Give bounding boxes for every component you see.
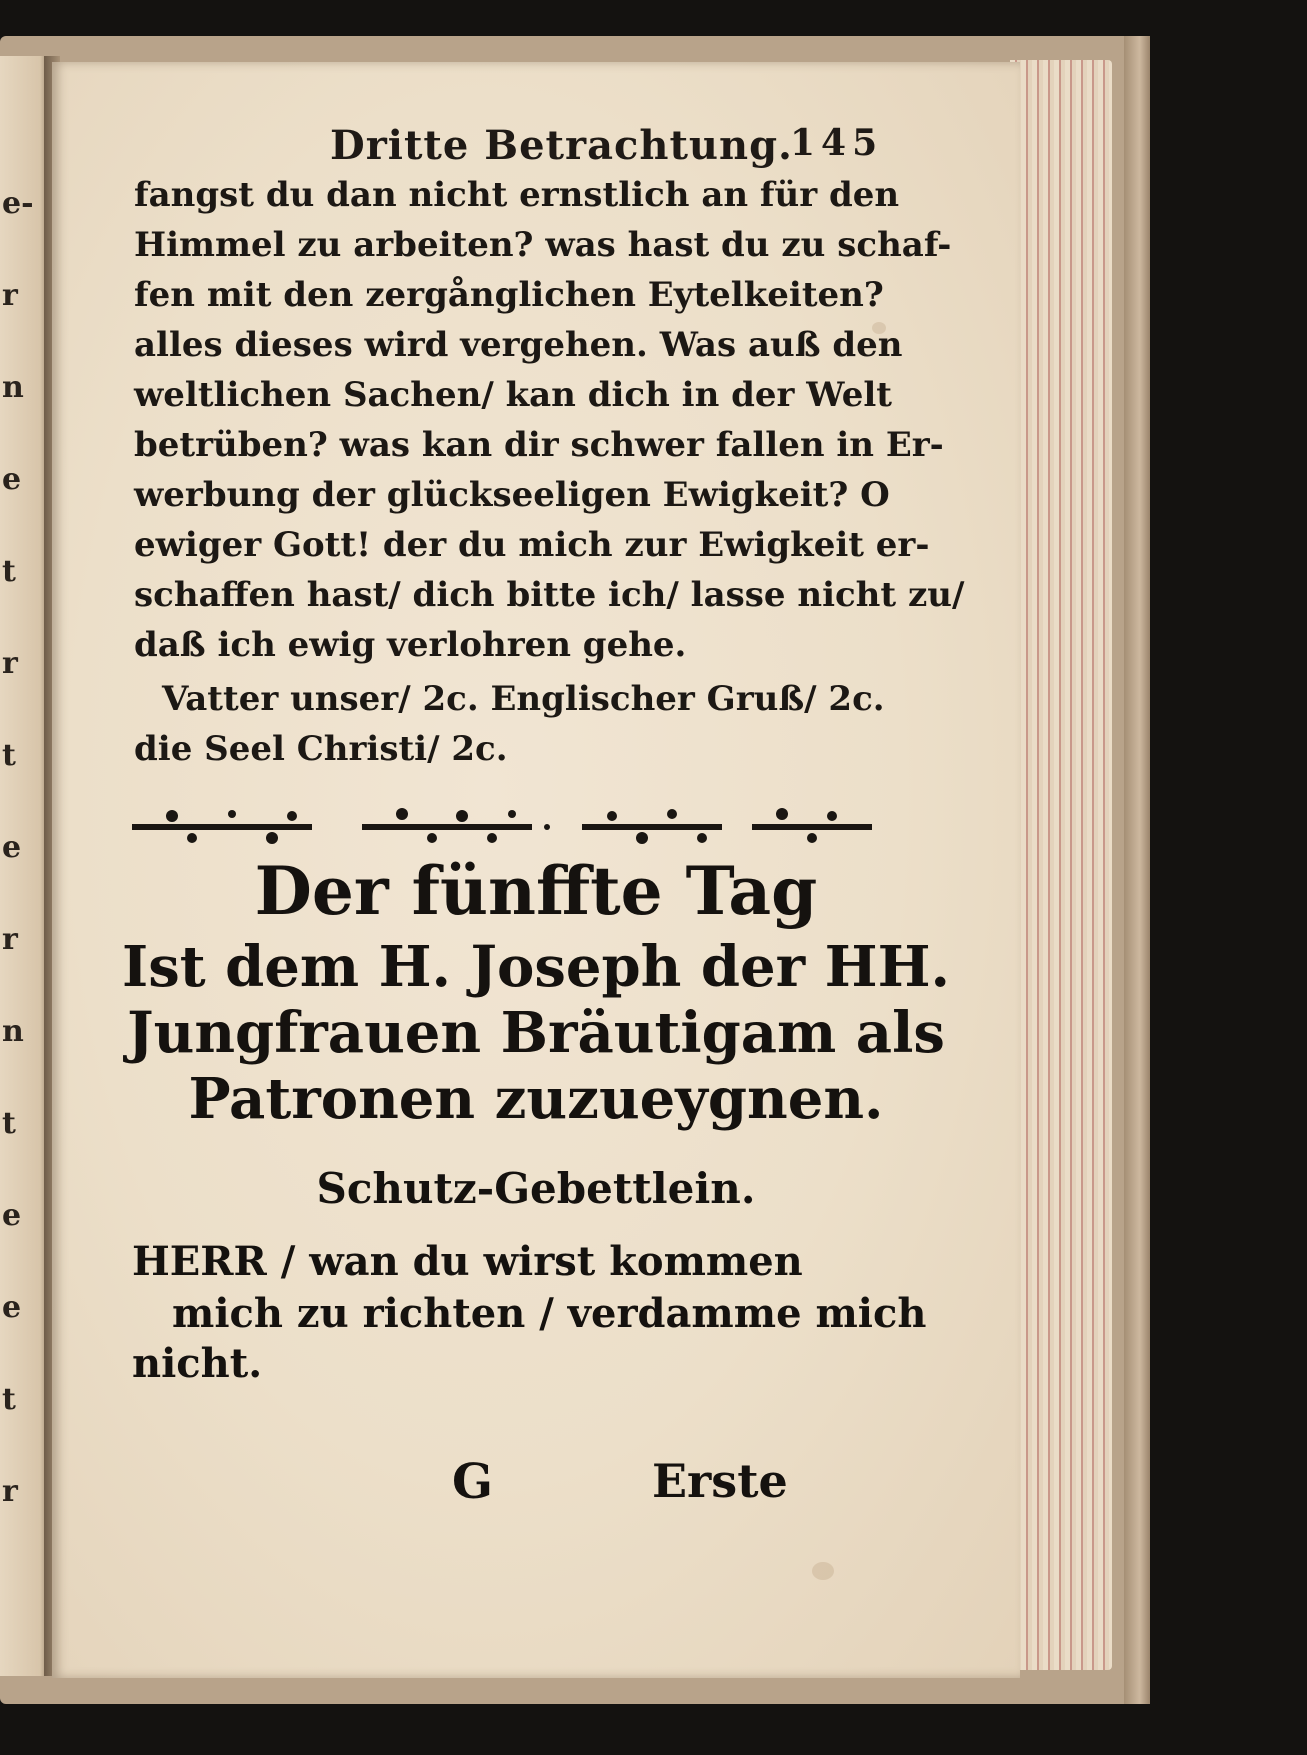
page-stack-edge (1010, 60, 1112, 1670)
body-line: daß ich ewig verlohren gehe. (134, 625, 687, 665)
ornament-divider (132, 802, 872, 852)
right-page (52, 62, 1020, 1678)
heading-line: Patronen zuzueygnen. (188, 1066, 884, 1132)
cover-edge (1124, 36, 1150, 1704)
left-page-fragment: e (2, 1198, 22, 1233)
body-line: fangst du dan nicht ernstlich an für den (134, 175, 900, 215)
heading-line: Jungfrauen Bräutigam als (127, 1000, 945, 1066)
left-page-fragment: t (2, 1382, 16, 1417)
left-page-fragment: t (2, 1106, 16, 1141)
prayer-line: nicht. (132, 1340, 263, 1387)
prayer-line: mich zu richten / verdamme mich (172, 1290, 927, 1337)
left-page-fragment: r (2, 922, 18, 957)
body-line: Himmel zu arbeiten? was hast du zu schaf- (134, 225, 952, 265)
body-line: ewiger Gott! der du mich zur Ewigkeit er- (134, 525, 930, 565)
left-page-edge (0, 56, 50, 1676)
body-line: fen mit den zergånglichen Eytelkeiten? (134, 275, 884, 315)
body-line: werbung der glückseeligen Ewigkeit? O (134, 475, 890, 515)
left-page-fragment: n (2, 1014, 24, 1049)
left-page-fragment: n (2, 370, 24, 405)
running-head: Dritte Betrachtung. (330, 122, 793, 169)
left-page-fragment: r (2, 646, 18, 681)
body-line: betrüben? was kan dir schwer fallen in Er- (134, 425, 944, 465)
body-line: schaffen hast/ dich bitte ich/ lasse nicht zu/ (134, 575, 965, 615)
left-page-fragment: e (2, 1290, 22, 1325)
heading-line: Ist dem H. Joseph der HH. (122, 934, 950, 1000)
foxing-spot (812, 1562, 834, 1580)
body-line: Vatter unser/ 2c. Englischer Gruß/ 2c. (162, 679, 885, 719)
signature-mark: G (452, 1454, 493, 1510)
day-heading: Der fünffte Tag (254, 852, 818, 930)
left-page-fragment: t (2, 738, 16, 773)
left-page-fragment: r (2, 278, 18, 313)
left-page-fragment: e (2, 830, 22, 865)
left-page-fragment: r (2, 1474, 18, 1509)
page-number: 145 (790, 122, 884, 164)
subheading: Schutz-Gebettlein. (316, 1164, 756, 1213)
left-page-fragment: t (2, 554, 16, 589)
left-page-fragment: e- (2, 186, 34, 221)
body-line: die Seel Christi/ 2c. (134, 729, 508, 769)
prayer-line: HERR / wan du wirst kommen (132, 1238, 803, 1285)
body-line: alles dieses wird vergehen. Was auß den (134, 325, 903, 365)
catchword: Erste (652, 1454, 788, 1508)
body-line: weltlichen Sachen/ kan dich in der Welt (134, 375, 892, 415)
left-page-fragment: e (2, 462, 22, 497)
